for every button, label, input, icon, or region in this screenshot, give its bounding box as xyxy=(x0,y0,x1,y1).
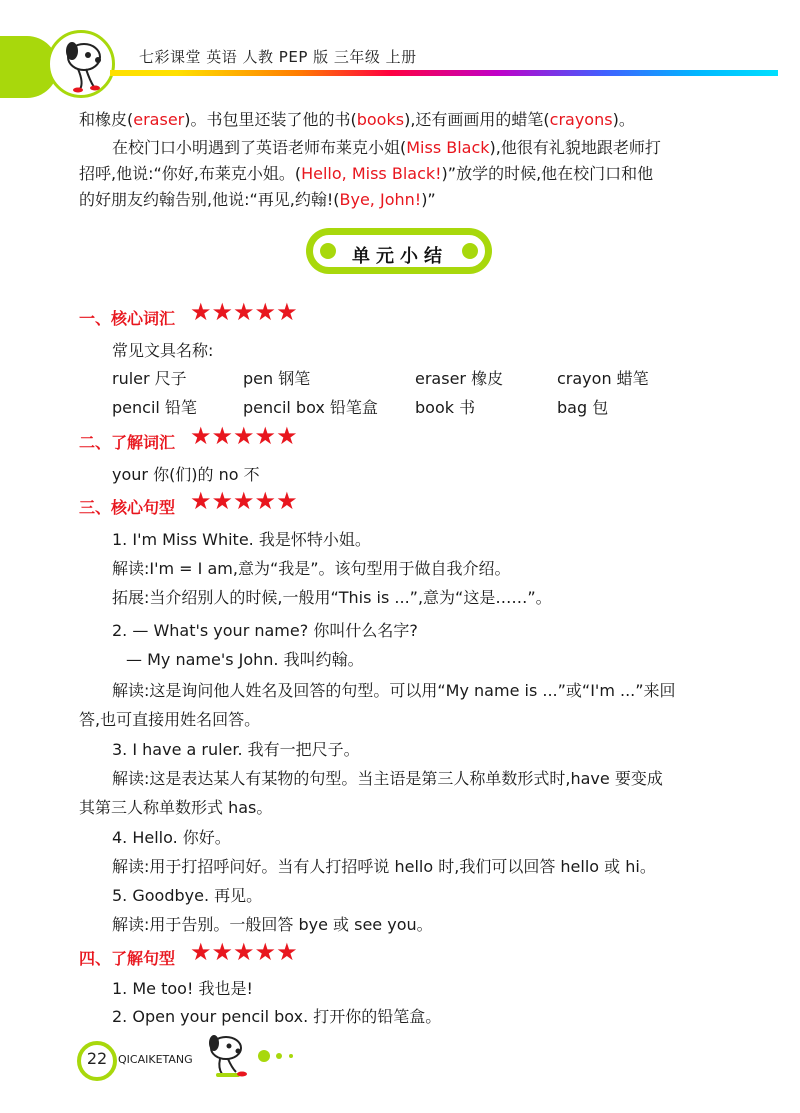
english-word: books xyxy=(356,110,405,129)
explanation-line: 解读:这是表达某人有某物的句型。当主语是第三人称单数形式时,have 要变成 xyxy=(112,769,663,788)
sentence-line: 3. I have a ruler. 我有一把尺子。 xyxy=(112,740,360,759)
vocab-intro: 常见文具名称: xyxy=(112,341,214,360)
english-word: Miss Black xyxy=(406,138,490,157)
explanation-line: 其第三人称单数形式 has。 xyxy=(79,798,273,817)
explanation-line: 解读:用于告别。一般回答 bye 或 see you。 xyxy=(112,915,433,934)
star-rating: ★★★★★ xyxy=(190,487,298,515)
banner-dot-left xyxy=(320,243,336,259)
mascot-badge xyxy=(47,30,115,98)
text: 和橡皮( xyxy=(79,110,134,129)
vocab-item: pen 钢笔 xyxy=(243,369,311,388)
vocab-item: book 书 xyxy=(415,398,476,417)
text: ),还有画画用的蜡笔( xyxy=(404,110,550,129)
english-word: Bye, John! xyxy=(339,190,422,209)
text: ),他很有礼貌地跟老师打 xyxy=(489,138,661,157)
sentence-line: 5. Goodbye. 再见。 xyxy=(112,886,263,905)
sentence-line: 1. I'm Miss White. 我是怀特小姐。 xyxy=(112,530,371,549)
intro-line-1 xyxy=(79,110,635,130)
page-number: 22 xyxy=(86,1049,108,1068)
cartoon-dog-mascot-icon xyxy=(50,33,112,95)
banner-dot-right xyxy=(462,243,478,259)
text: 在校门口小明遇到了英语老师布莱克小姐( xyxy=(112,138,407,157)
intro-line-4 xyxy=(79,190,436,210)
understand-vocab-line: your 你(们)的 no 不 xyxy=(112,465,260,484)
text: 招呼,他说:“你好,布莱克小姐。( xyxy=(79,164,302,183)
footer-dot-small xyxy=(289,1054,293,1058)
vocab-item: ruler 尺子 xyxy=(112,369,187,388)
text: )” xyxy=(421,190,436,209)
vocab-item: crayon 蜡笔 xyxy=(557,369,649,388)
star-rating: ★★★★★ xyxy=(190,422,298,450)
sentence-line: 2. — What's your name? 你叫什么名字? xyxy=(112,621,418,640)
explanation-line: 答,也可直接用姓名回答。 xyxy=(79,710,261,729)
sentence-line: 2. Open your pencil box. 打开你的铅笔盒。 xyxy=(112,1007,442,1026)
intro-line-3 xyxy=(79,164,653,184)
explanation-line: 解读:用于打招呼问好。当有人打招呼说 hello 时,我们可以回答 hello 或 hi。 xyxy=(112,857,656,876)
sentence-line: 1. Me too! 我也是! xyxy=(112,979,253,998)
explanation-line: 解读:这是询问他人姓名及回答的句型。可以用“My name is ...”或“I'm ...”来回 xyxy=(112,681,676,700)
header-title: 七彩课堂 英语 人教 PEP 版 三年级 上册 xyxy=(139,48,417,66)
star-rating: ★★★★★ xyxy=(190,298,298,326)
summary-title: 单元小结 xyxy=(352,246,448,267)
english-word: Hello, Miss Black! xyxy=(301,164,442,183)
section-title-core-vocab: 一、核心词汇 xyxy=(79,309,176,328)
section-title-core-sentences: 三、核心句型 xyxy=(79,498,176,517)
section-title-understand-sentences: 四、了解句型 xyxy=(79,949,176,968)
explanation-line: 拓展:当介绍别人的时候,一般用“This is ...”,意为“这是……”。 xyxy=(112,588,552,607)
text: 的好朋友约翰告别,他说:“再见,约翰!( xyxy=(79,190,340,209)
footer-dot-large xyxy=(258,1050,270,1062)
intro-line-2 xyxy=(112,138,661,158)
star-rating: ★★★★★ xyxy=(190,938,298,966)
footer-brand-label: QICAIKETANG xyxy=(118,1053,193,1066)
footer-dot-medium xyxy=(276,1053,282,1059)
text: )。书包里还装了他的书( xyxy=(184,110,357,129)
vocab-item: bag 包 xyxy=(557,398,609,417)
english-word: eraser xyxy=(133,110,185,129)
text: )”放学的时候,他在校门口和他 xyxy=(441,164,654,183)
header-rainbow-rule xyxy=(110,70,778,76)
sentence-line: — My name's John. 我叫约翰。 xyxy=(126,650,364,669)
sentence-line: 4. Hello. 你好。 xyxy=(112,828,231,847)
explanation-line: 解读:I'm = I am,意为“我是”。该句型用于做自我介绍。 xyxy=(112,559,511,578)
text: )。 xyxy=(612,110,635,129)
vocab-item: eraser 橡皮 xyxy=(415,369,504,388)
section-title-understand-vocab: 二、了解词汇 xyxy=(79,433,176,452)
english-word: crayons xyxy=(549,110,613,129)
vocab-item: pencil 铅笔 xyxy=(112,398,197,417)
vocab-item: pencil box 铅笔盒 xyxy=(243,398,378,417)
cartoon-dog-footer-icon xyxy=(196,1030,254,1082)
